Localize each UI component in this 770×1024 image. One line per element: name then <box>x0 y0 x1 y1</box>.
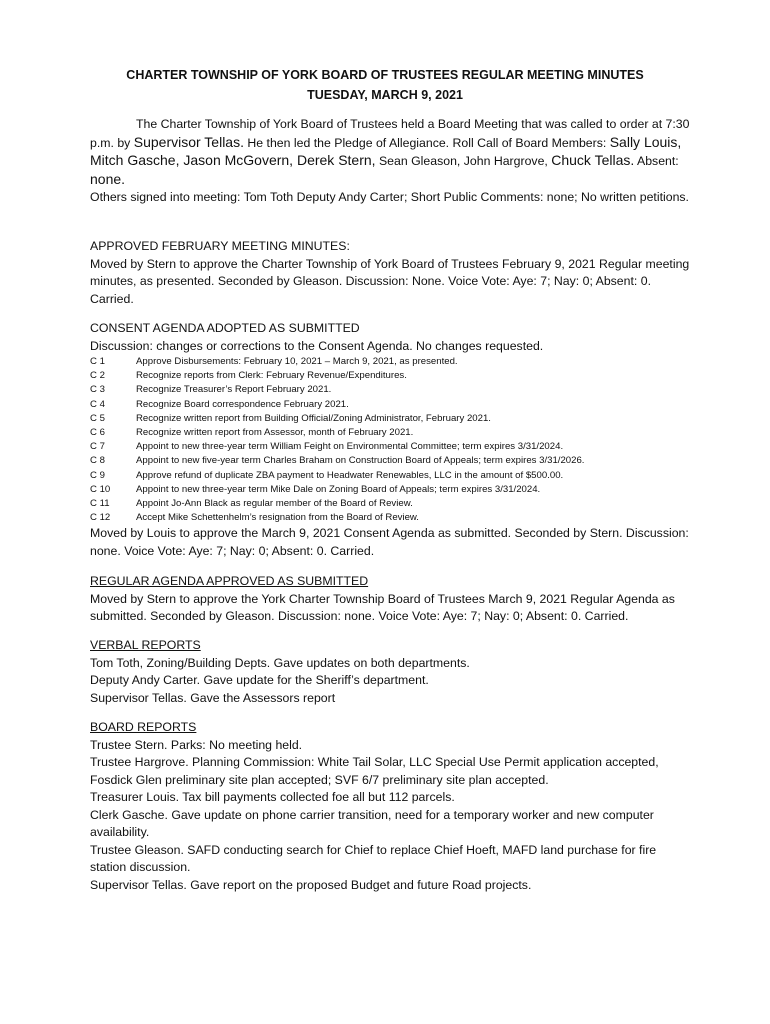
consent-item: C 11 Appoint Jo-Ann Black as regular member of the Board of Review. <box>90 497 413 509</box>
intro-text: He then led the Pledge of Allegiance. Roll Call of Board Members: <box>244 135 610 150</box>
verbal-reports-section <box>90 637 690 707</box>
meeting-date: TUESDAY, MARCH 9, 2021 <box>307 88 463 102</box>
absent-value: none. <box>90 170 126 187</box>
board-report-line: Trustee Gleason. SAFD conducting search for Chief to replace Chief Hoeft, MAFD land purchase for fire station discussion. <box>90 842 657 874</box>
consent-discussion: Discussion: changes or corrections to the Consent Agenda. No changes requested. <box>90 338 544 353</box>
consent-item: C 9 Approve refund of duplicate ZBA payment to Headwater Renewables, LLC in the amount of $500.00. <box>90 469 564 481</box>
consent-item: C 8 Appoint to new five-year term Charles Braham on Construction Board of Appeals; term expires 3/31/2026. <box>90 455 585 467</box>
verbal-reports-heading: VERBAL REPORTS <box>90 638 201 652</box>
board-report-line: Trustee Hargrove. Planning Commission: White Tail Solar, LLC Special Use Permit application accepted, Fosdick Glen preliminary site plan accepted; SVF 6/7 preliminary site plan accepted. <box>90 755 659 787</box>
call-to-order-paragraph <box>90 116 690 189</box>
consent-item: C 7 Appoint to new three-year term William Feight on Environmental Committee; term expires 3/31/2024. <box>90 441 564 453</box>
feb-minutes-heading: APPROVED FEBRUARY MEETING MINUTES: <box>90 239 350 253</box>
consent-heading: CONSENT AGENDA ADOPTED AS SUBMITTED <box>90 321 360 335</box>
consent-item: C 3 Recognize Treasurer’s Report February 2021. <box>90 384 332 396</box>
consent-header <box>90 320 690 355</box>
consent-item: C 10 Appoint to new three-year term Mike Dale on Zoning Board of Appeals; term expires 3/31/2024. <box>90 483 541 495</box>
verbal-report-line: Tom Toth, Zoning/Building Depts. Gave updates on both departments. <box>90 655 470 670</box>
consent-item: C 4 Recognize Board correspondence February 2021. <box>90 398 349 410</box>
consent-item: C 6 Recognize written report from Assessor, month of February 2021. <box>90 426 414 438</box>
regular-agenda-section <box>90 573 690 626</box>
board-members: Sally Louis, Mitch Gasche, Jason McGovern, Derek Stern, <box>90 133 682 168</box>
board-report-line: Supervisor Tellas. Gave report on the proposed Budget and future Road projects. <box>90 877 532 892</box>
board-members-last: Chuck Tellas. <box>551 152 635 168</box>
others-paragraph: Others signed into meeting: Tom Toth Deputy Andy Carter; Short Public Comments: none; No written petitions. <box>90 190 689 204</box>
board-report-line: Clerk Gasche. Gave update on phone carrier transition, need for a temporary worker and new computer availability. <box>90 807 654 839</box>
verbal-report-line: Supervisor Tellas. Gave the Assessors report <box>90 690 336 705</box>
board-members-small: Sean Gleason, John Hargrove, <box>375 154 552 168</box>
regular-agenda-text: Moved by Stern to approve the York Charter Township Board of Trustees March 9, 2021 Regular Agenda as submitted. Seconded by Gleason. Discussion: none. Voice Vote: Aye: 7; Nay: 0; Absent: 0. Carried. <box>90 591 675 623</box>
consent-items <box>90 355 690 525</box>
board-report-line: Trustee Stern. Parks: No meeting held. <box>90 737 303 752</box>
feb-minutes-section <box>90 238 690 308</box>
absent-label: Absent: <box>634 154 679 168</box>
consent-motion: Moved by Louis to approve the March 9, 2021 Consent Agenda as submitted. Seconded by Stern. Discussion: none. Voice Vote: Aye: 7; Nay: 0; Absent: 0. Carried. <box>90 526 689 558</box>
intro-text: The Charter Township of York Board of Trustees held a Board Meeting that was called to order at 7:30 p.m. by <box>90 117 690 150</box>
consent-item: C 2 Recognize reports from Clerk: February Revenue/Expenditures. <box>90 370 407 382</box>
regular-agenda-heading: REGULAR AGENDA APPROVED AS SUBMITTED <box>90 574 369 588</box>
consent-item: C 1 Approve Disbursements: February 10, 2021 – March 9, 2021, as presented. <box>90 356 458 367</box>
consent-motion-section <box>90 525 690 560</box>
verbal-report-line: Deputy Andy Carter. Gave update for the Sheriff’s department. <box>90 673 429 687</box>
board-report-line: Treasurer Louis. Tax bill payments collected foe all but 112 parcels. <box>90 790 455 804</box>
intro-section <box>90 116 690 207</box>
supervisor-name: Supervisor Tellas. <box>133 133 244 150</box>
feb-minutes-text: Moved by Stern to approve the Charter Township of York Board of Trustees February 9, 2021 Regular meeting minutes, as presented. Seconded by Gleason. Discussion: None. Voice Vote: Aye: 7; Nay: 0; Absent: 0. Carried. <box>90 256 690 306</box>
board-reports-heading: BOARD REPORTS <box>90 720 197 734</box>
consent-item: C 12 Accept Mike Schettenhelm’s resignation from the Board of Review. <box>90 512 419 524</box>
consent-item: C 5 Recognize written report from Building Official/Zoning Administrator, February 2021. <box>90 412 491 424</box>
document-title: CHARTER TOWNSHIP OF YORK BOARD OF TRUSTEES REGULAR MEETING MINUTES <box>126 68 644 82</box>
board-reports-section <box>90 719 690 894</box>
